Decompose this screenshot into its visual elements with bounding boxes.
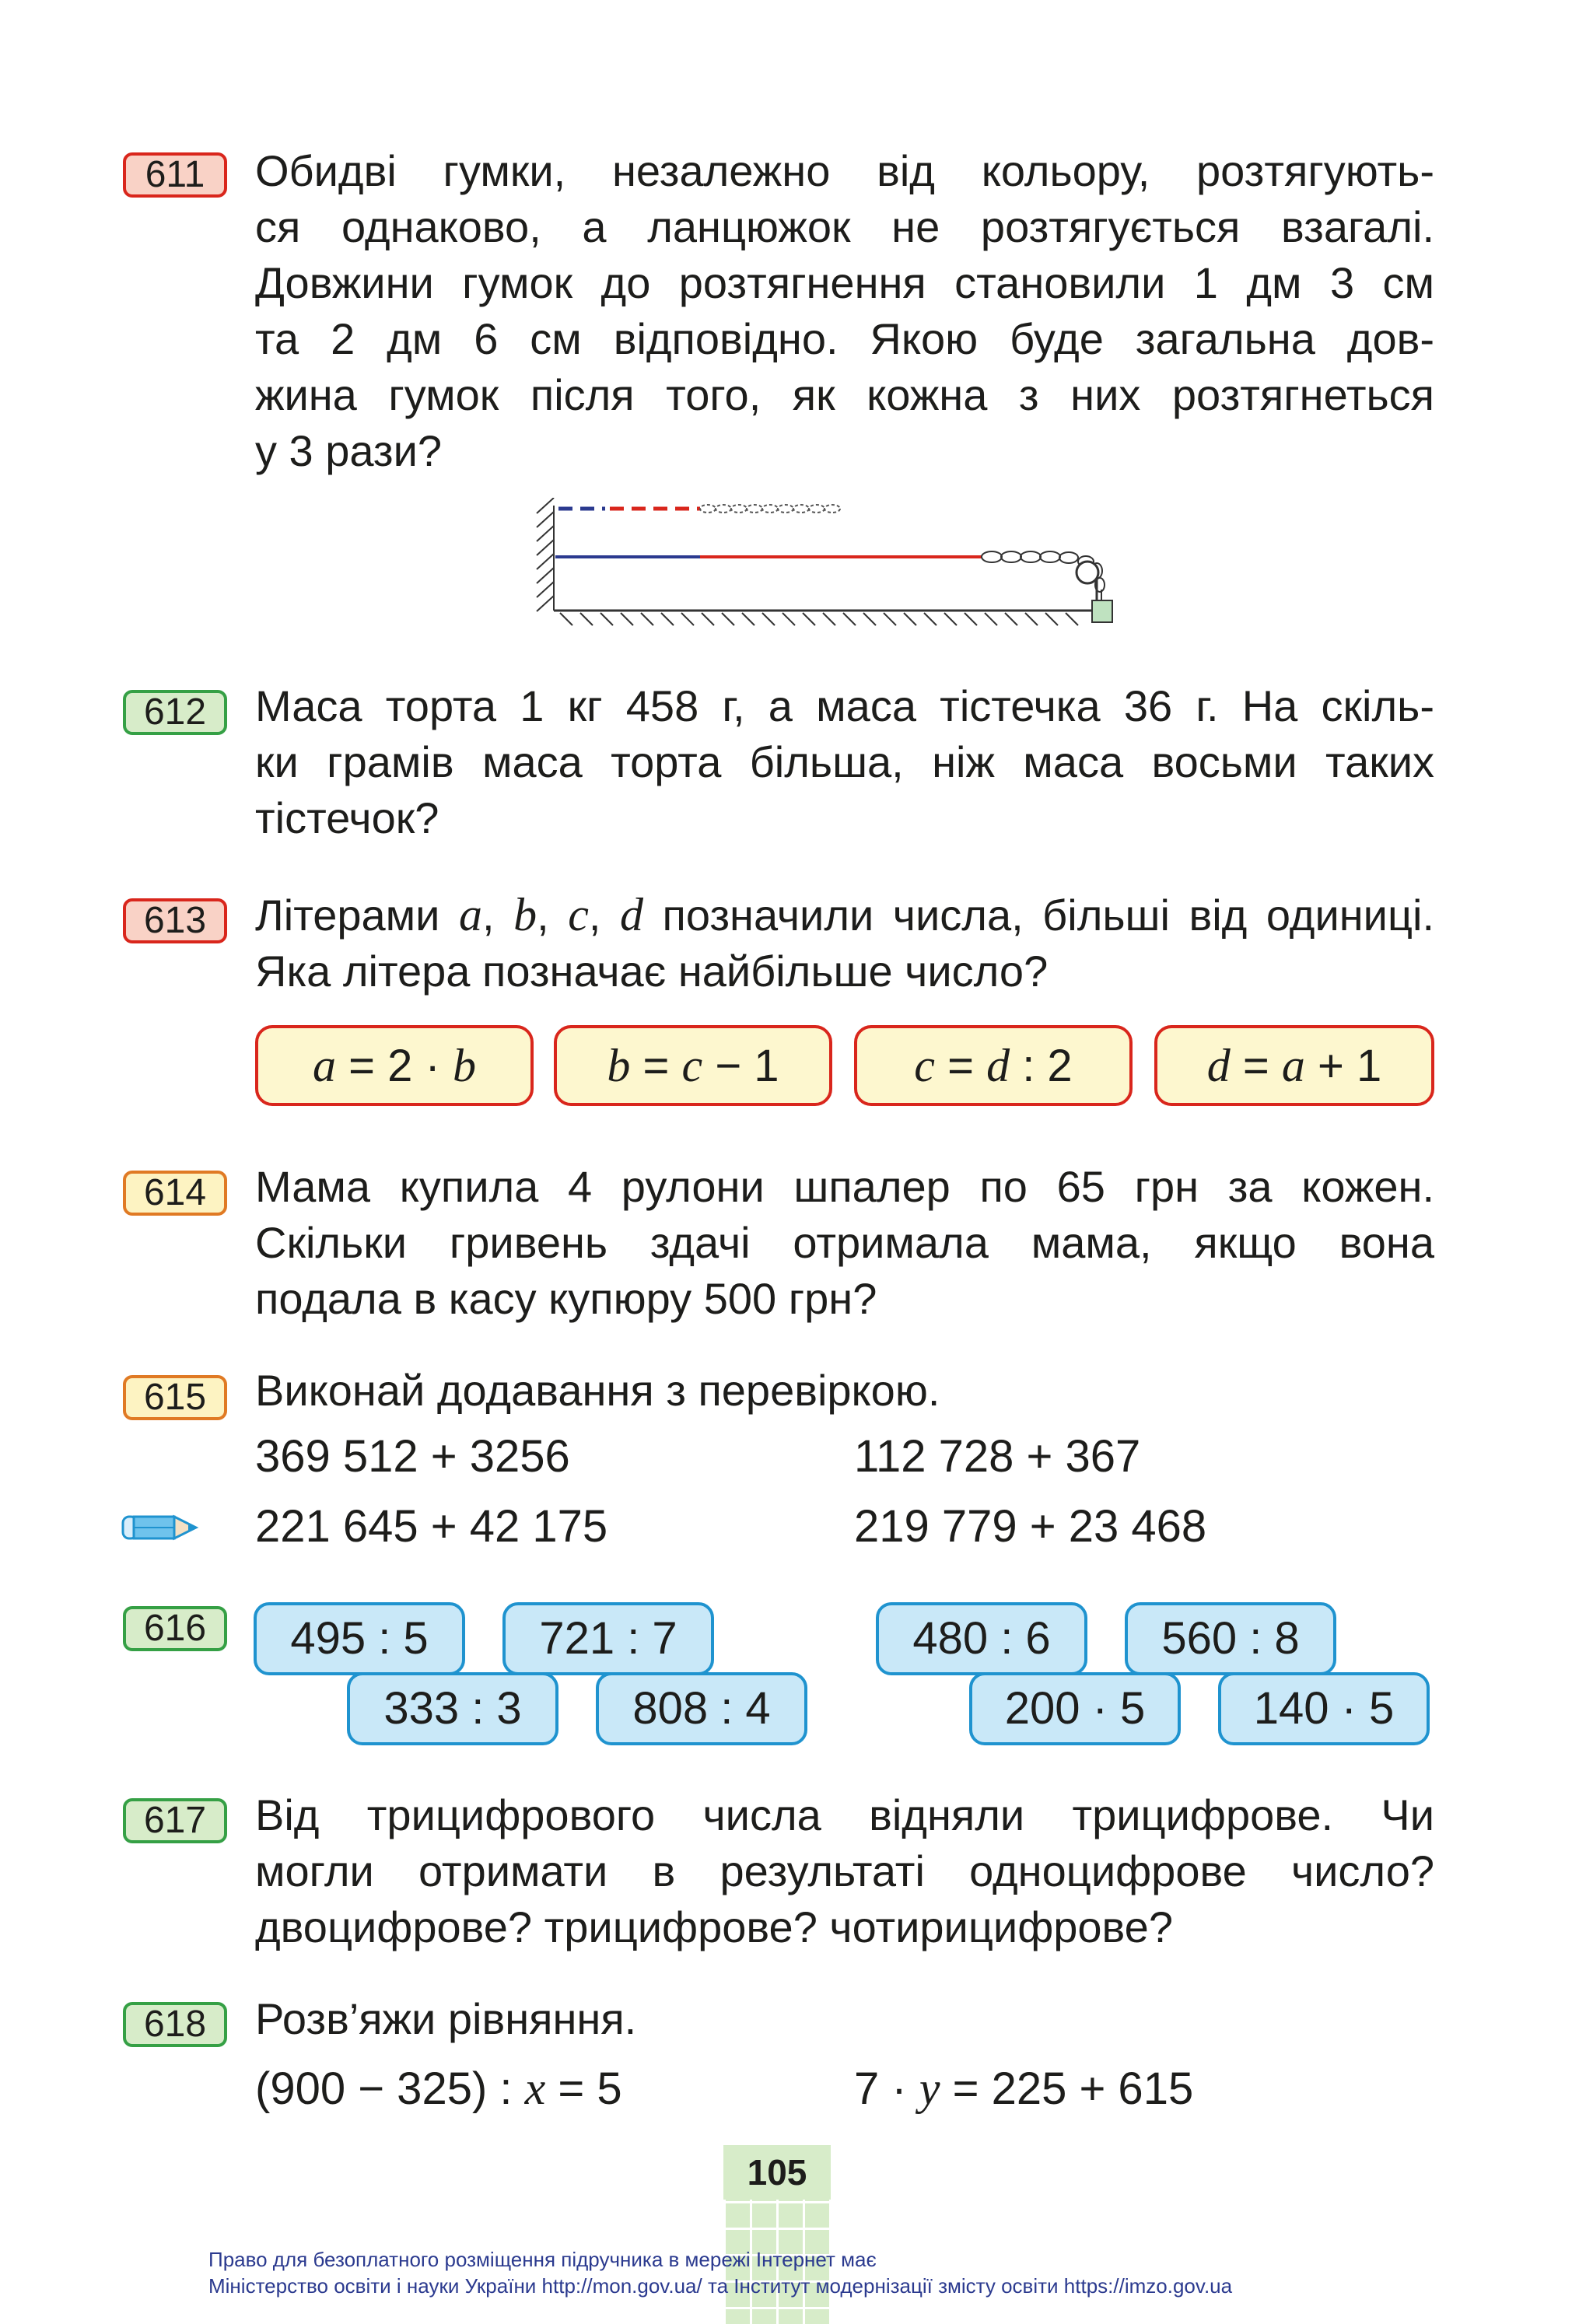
eq-lhs: d bbox=[1206, 1040, 1231, 1091]
task-611-text bbox=[255, 143, 1434, 479]
expression: 369 512 + 3256 bbox=[255, 1431, 570, 1482]
task-line: Виконай додавання з перевіркою. bbox=[255, 1366, 940, 1415]
eq-op: = bbox=[947, 1041, 974, 1091]
expression: 221 645 + 42 175 bbox=[255, 1501, 608, 1552]
task-614-text bbox=[255, 1159, 1434, 1327]
eq-right: = 225 + 615 bbox=[952, 2063, 1194, 2114]
eq-op: = bbox=[348, 1041, 376, 1091]
weight bbox=[1092, 600, 1112, 622]
task-613-prefix: Літерами bbox=[255, 891, 440, 940]
equation-1 bbox=[255, 2061, 622, 2116]
task-number-615: 615 bbox=[123, 1375, 227, 1420]
task-number-612: 612 bbox=[123, 690, 227, 735]
task-number-616: 616 bbox=[123, 1606, 227, 1651]
equation-box-b bbox=[554, 1025, 832, 1106]
task-line: Маса торта 1 кг 458 г, а маса тістечка 36 г. На скіль- bbox=[255, 681, 1434, 730]
eq-lhs: a bbox=[313, 1040, 337, 1091]
task-line: Розв’яжи рівняння. bbox=[255, 1994, 637, 2043]
table-surface bbox=[554, 576, 1097, 611]
task-line: Мама купила 4 рулони шпалер по 65 грн за кожен. bbox=[255, 1162, 1434, 1211]
task-613-text bbox=[255, 887, 1434, 999]
expression: 112 728 + 367 bbox=[854, 1431, 1141, 1482]
eq-right: = 5 bbox=[558, 2063, 622, 2114]
task-line: Літерами a, b, c, d позначили числа, більші від одиниці. bbox=[255, 889, 1435, 940]
eq-var: b bbox=[452, 1040, 476, 1091]
task-line: та 2 дм 6 см відповідно. Якою буде загальна дов- bbox=[255, 314, 1434, 363]
task-615-title bbox=[255, 1363, 1434, 1419]
task-line: Обидві гумки, незалежно від кольору, розтягують- bbox=[255, 146, 1434, 195]
eq-var: d bbox=[986, 1040, 1010, 1091]
task-line: у 3 рази? bbox=[255, 426, 443, 475]
letter-b: b bbox=[513, 889, 537, 940]
eq-op: · bbox=[425, 1041, 440, 1091]
task-line: Яка літера позначає найбільше число? bbox=[255, 947, 1049, 996]
task-line: ки грамів маса торта більша, ніж маса восьми таких bbox=[255, 737, 1434, 786]
eq-op: = bbox=[642, 1041, 670, 1091]
task-line: Скільки гривень здачі отримала мама, якщо вона bbox=[255, 1218, 1434, 1267]
task-number-613: 613 bbox=[123, 898, 227, 943]
letter-c: c bbox=[568, 889, 589, 940]
expression-box: 808 : 4 bbox=[596, 1672, 807, 1745]
eq-value: 2 bbox=[387, 1041, 413, 1091]
eq-left: 7 · bbox=[854, 2063, 907, 2114]
expression-box: 200 · 5 bbox=[969, 1672, 1181, 1745]
expression: 219 779 + 23 468 bbox=[854, 1501, 1207, 1552]
task-618-title bbox=[255, 1991, 1434, 2047]
expression-box: 480 : 6 bbox=[876, 1602, 1087, 1675]
task-line: ся однаково, а ланцюжок не розтягується взагалі. bbox=[255, 202, 1434, 251]
eq-var: x bbox=[524, 2063, 546, 2114]
eq-var: c bbox=[681, 1040, 703, 1091]
eq-tail: + 1 bbox=[1318, 1041, 1382, 1091]
task-617-text bbox=[255, 1787, 1434, 1955]
task-613-suffix: позначили числа, більші від одиниці. bbox=[662, 891, 1435, 940]
eq-left: (900 − 325) : bbox=[255, 2063, 513, 2114]
equation-box-d bbox=[1154, 1025, 1434, 1106]
expression-box: 495 : 5 bbox=[254, 1602, 465, 1675]
floor-hatching bbox=[560, 613, 1078, 625]
letter-d: d bbox=[619, 889, 643, 940]
eq-lhs: b bbox=[607, 1040, 631, 1091]
footer-line-1: Право для безоплатного розміщення підручника в мережі Інтернет має bbox=[208, 2248, 877, 2271]
task-line: могли отримати в результаті одноцифрове число? bbox=[255, 1846, 1434, 1895]
pencil-icon bbox=[121, 1510, 199, 1545]
bands-before-stretch bbox=[558, 505, 840, 513]
letter-a: a bbox=[458, 889, 482, 940]
page-number: 105 bbox=[723, 2145, 831, 2200]
equation-box-a bbox=[255, 1025, 534, 1106]
task-number-614: 614 bbox=[123, 1171, 227, 1216]
task-line: Від трицифрового числа відняли трицифрове. Чи bbox=[255, 1790, 1434, 1839]
eq-var: y bbox=[919, 2063, 940, 2114]
task-line: жина гумок після того, як кожна з них розтягнеться bbox=[255, 370, 1434, 419]
task-line: двоцифрове? трицифрове? чотирицифрове? bbox=[255, 1902, 1173, 1951]
task-number-611: 611 bbox=[123, 152, 227, 198]
equation-2 bbox=[854, 2061, 1193, 2116]
elastic-bands-illustration bbox=[529, 498, 1136, 638]
task-line: Довжини гумок до розтягнення становили 1 дм 3 см bbox=[255, 258, 1434, 307]
footer-line-2: Міністерство освіти і науки України http://mon.gov.ua/ та Інститут модернізації змісту освіти https://imzo.gov.ua bbox=[208, 2274, 1233, 2298]
equation-box-c bbox=[854, 1025, 1133, 1106]
wall-hatching bbox=[537, 498, 554, 611]
expression-box: 140 · 5 bbox=[1218, 1672, 1430, 1745]
task-line: подала в касу купюру 500 грн? bbox=[255, 1274, 877, 1323]
task-number-617: 617 bbox=[123, 1798, 227, 1843]
eq-var: a bbox=[1281, 1040, 1305, 1091]
expression-box: 721 : 7 bbox=[502, 1602, 714, 1675]
eq-lhs: c bbox=[914, 1040, 935, 1091]
task-line: тістечок? bbox=[255, 793, 439, 842]
task-612-text bbox=[255, 678, 1434, 846]
expression-box: 560 : 8 bbox=[1125, 1602, 1336, 1675]
eq-tail: − 1 bbox=[715, 1041, 779, 1091]
eq-tail: : 2 bbox=[1022, 1041, 1073, 1091]
expression-box: 333 : 3 bbox=[347, 1672, 558, 1745]
task-number-618: 618 bbox=[123, 2002, 227, 2047]
eq-op: = bbox=[1242, 1041, 1269, 1091]
